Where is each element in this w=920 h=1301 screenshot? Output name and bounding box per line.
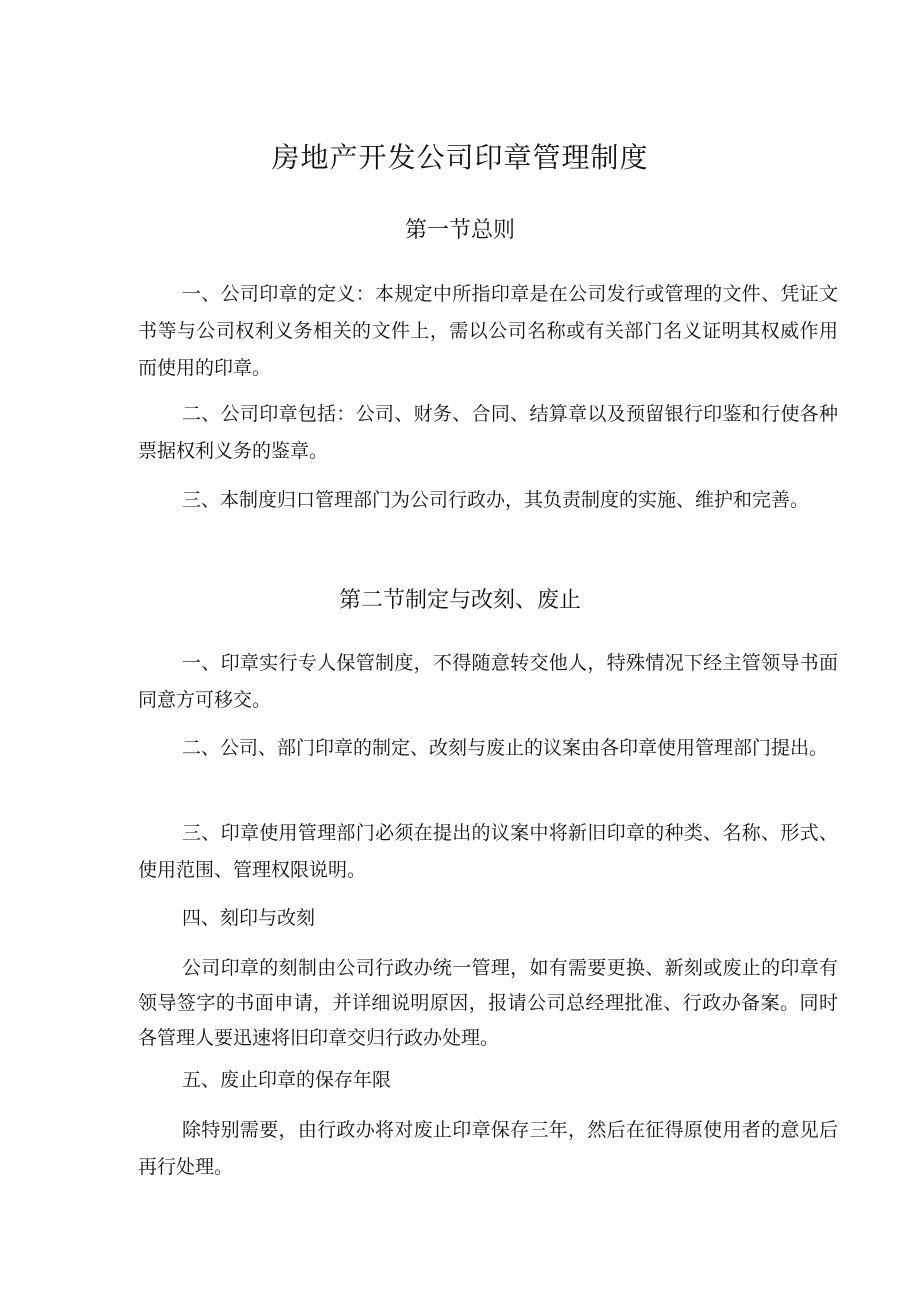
document-title: 房地产开发公司印章管理制度 xyxy=(271,141,649,174)
paragraph-custodian-system: 一、印章实行专人保管制度，不得随意转交他人，特殊情况下经主管领导书面同意方可移交。 xyxy=(138,652,838,711)
paragraph-engraving-procedure: 公司印章的刻制由公司行政办统一管理，如有需要更换、新刻或废止的印章有领导签字的书面申请，并详细说明原因，报请公司总经理批准、行政办备案。同时各管理人要迅速将旧印章交归行政办处理。 xyxy=(138,957,838,1049)
paragraph-retention-period: 除特别需要，由行政办将对废止印章保存三年，然后在征得原使用者的意见后再行处理。 xyxy=(138,1119,838,1178)
paragraph-responsible-department: 三、本制度归口管理部门为公司行政办，其负责制度的实施、维护和完善。 xyxy=(182,489,810,511)
paragraph-seal-types: 二、公司印章包括：公司、财务、合同、结算章以及预留银行印鉴和行使各种票据权利义务的鉴章。 xyxy=(138,403,838,462)
section-heading-general: 第一节总则 xyxy=(404,218,515,243)
paragraph-engraving-heading: 四、刻印与改刻 xyxy=(182,907,316,929)
section-heading-creation-revision-abolition: 第二节制定与改刻、废止 xyxy=(338,588,581,613)
paragraph-proposal-origin: 二、公司、部门印章的制定、改刻与废止的议案由各印章使用管理部门提出。 xyxy=(182,737,829,759)
paragraph-seal-definition: 一、公司印章的定义：本规定中所指印章是在公司发行或管理的文件、凭证文书等与公司权利义务相关的文件上，需以公司名称或有关部门名义证明其权威作用而使用的印章。 xyxy=(138,283,838,379)
paragraph-retention-heading: 五、废止印章的保存年限 xyxy=(182,1069,392,1091)
paragraph-proposal-contents: 三、印章使用管理部门必须在提出的议案中将新旧印章的种类、名称、形式、使用范围、管理权限说明。 xyxy=(138,822,838,881)
